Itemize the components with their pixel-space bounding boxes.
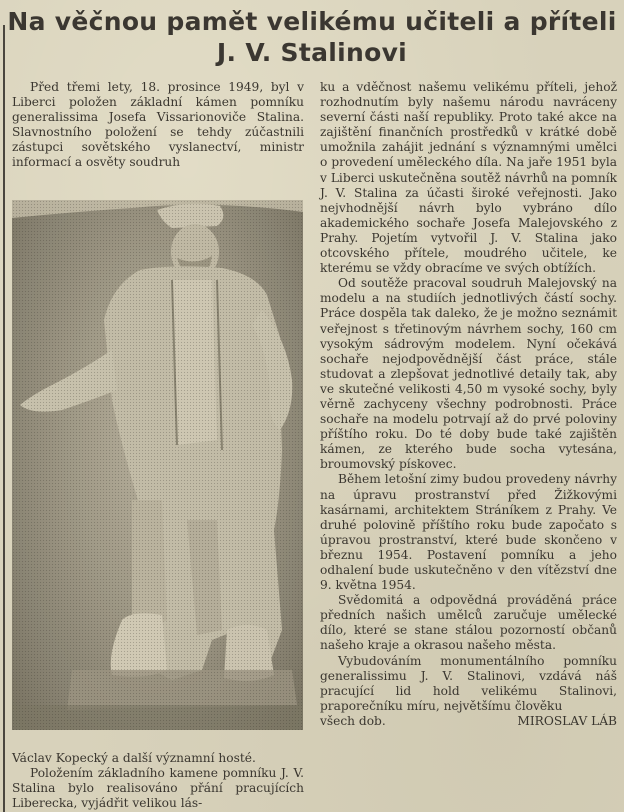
statue-figure-image xyxy=(12,200,303,730)
statue-photo xyxy=(12,200,303,730)
column-rule xyxy=(3,25,5,812)
closing-text: všech dob. xyxy=(320,713,386,728)
left-column-bottom xyxy=(12,751,304,811)
right-column xyxy=(320,80,617,729)
paragraph: Položením základního kamene pomníku J. V. Stalina bylo realisováno přání pracujících Liberecka, vyjádřit velikou lás- xyxy=(12,766,304,811)
paragraph: Před třemi lety, 18. prosince 1949, byl v Liberci položen základní kámen pomníku generalissima Josefa Vissarionoviče Stalina. Slavnostního položení se tehdy zúčastnili zástupci sovětského vyslanectví, ministr informací a osvěty soudruh xyxy=(12,80,304,170)
author-byline: MIROSLAV LÁB xyxy=(517,713,617,728)
paragraph: Od soutěže pracoval soudruh Malejovský na modelu a na studiích jednotlivých částí sochy. Práce dospěla tak daleko, že je možno seznámit veřejnost s třetinovým návrhem sochy, 160 cm vysokým sádrovým modelem. Nyní očekává sochaře nejodpovědnější část práce, stále studovat a zlepšovat jednotlivé detaily tak, aby ve skutečné velikosti 4,50 m vysoké sochy, byly věrně zachyceny všechny podrobnosti. Práce sochaře na modelu potrvají až do prvé poloviny příštího roku. Do té doby bude také zajištěn kámen, ze kterého bude socha vytesána, broumovský pískovec. xyxy=(320,276,617,472)
paragraph: Během letošní zimy budou provedeny návrhy na úpravu prostranství před Žižkovými kasárnami, architektem Stráníkem z Prahy. Ve druhé polovině příštího roku bude započato s úpravou prostranství, které bude skončeno v březnu 1954. Postavení pomníku a jeho odhalení bude uskutečněno v den vítězství dne 9. května 1954. xyxy=(320,472,617,593)
paragraph: Vybudováním monumentálního pomníku generalissimu J. V. Stalinovi, vzdává náš pracující lid hold velikému Stalinovi, praporečníku míru, největšímu člověku xyxy=(320,653,617,713)
headline-line-2: J. V. Stalinovi xyxy=(216,38,408,67)
headline-line-1: Na věčnou pamět velikému učiteli a příteli xyxy=(7,7,617,36)
closing-line xyxy=(320,714,617,729)
paragraph: Svědomitá a odpovědná prováděná práce předních našich umělců zaručuje umělecké dílo, které se stane stálou pozorností občanů našeho kraje a okrasou našeho města. xyxy=(320,593,617,653)
article-headline xyxy=(0,6,624,68)
paragraph: ku a vděčnost našemu velikému příteli, jehož rozhodnutím byly našemu národu navráceny severní části naší republiky. Proto také akce na zajištění finančních prostředků v krátké době umožnila zahájit jednání s významnými umělci o provedení uměleckého díla. Na jaře 1951 byla v Liberci uskutečněna soutěž návrhů na pomník J. V. Stalina za účasti široké veřejnosti. Jako nejvhodnější návrh bylo vybráno dílo akademického sochaře Josefa Malejovského z Prahy. Pojetím vytvořil J. V. Stalina jako otcovského přítele, moudrého učitele, ke kterému se vždy obracíme ve svých obtížích. xyxy=(320,80,617,276)
left-column-top xyxy=(12,80,304,171)
paragraph: Václav Kopecký a další významní hosté. xyxy=(12,751,256,765)
